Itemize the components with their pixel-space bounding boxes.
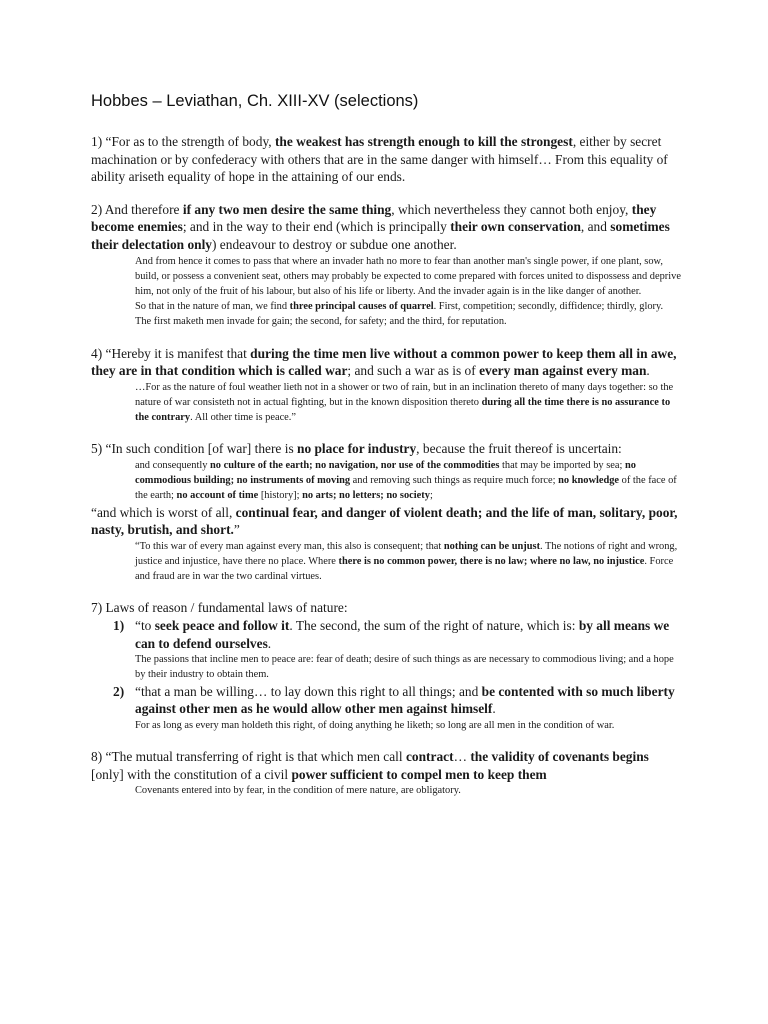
section-8-quote: Covenants entered into by fear, in the condition of mere nature, are obligatory. (135, 785, 461, 797)
section-2-quote-1: And from hence it comes to pass that where an invader hath no more to fear than another man's single power, if one plant, sow, build, or possess a convenient seat, others may probably be expected to come prepared with forces united to dispossess and deprive him, not only of the fruit of his labour, but also of his life or liberty. And the invader again is in the like danger of another. (135, 255, 681, 297)
law-1-number: 1) (113, 617, 125, 633)
law-2-quote: For as long as every man holdeth this right, of doing anything he liketh; so long are all men in the condition of war. (135, 719, 615, 731)
law-2-text: “that a man be willing… to lay down this right to all things; and be contented with so much liberty against other men as he would allow other men against himself. (135, 683, 675, 717)
law-1-text: “to seek peace and follow it. The second, the sum of the right of nature, which is: by all means we can to defend ourselves. (135, 617, 670, 651)
section-1: 1) “For as to the strength of body, the weakest has strength enough to kill the strongest, either by secret machination or by confederacy with others that are in the same danger with himself… From this equality of ability ariseth equality of hope in the attaining of our ends. (91, 134, 668, 185)
document-title: Hobbes – Leviathan, Ch. XIII-XV (selections) (91, 92, 419, 110)
section-8: 8) “The mutual transferring of right is that which men call contract… the validity of covenants begins [only] with the constitution of a civil power sufficient to compel men to keep them (91, 748, 649, 782)
section-5-quote-1: and consequently no culture of the earth; no navigation, nor use of the commodities that may be imported by sea; no commodious building; no instruments of moving and removing such things as require much force; no knowledge of the face of the earth; no account of time [history]; no arts; no letters; no society; (135, 459, 677, 502)
law-1 (91, 617, 681, 683)
section-2-quote-2: So that in the nature of man, we find three principal causes of quarrel. First, competition; secondly, diffidence; thirdly, glory. (135, 301, 664, 313)
section-5: 5) “In such condition [of war] there is no place for industry, because the fruit thereof is uncertain: (91, 441, 622, 457)
section-2: 2) And therefore if any two men desire the same thing, which nevertheless they cannot both enjoy, they become enemies; and in the way to their end (which is principally their own conservation, and sometimes their delectation only) endeavour to destroy or subdue one another. (91, 201, 670, 252)
section-4-quote: …For as the nature of foul weather lieth not in a shower or two of rain, but in an inclination thereto of many days together: so the nature of war consisteth not in actual fighting, but in the known disposition thereto during all the time there is no assurance to the contrary. All other time is peace.” (135, 381, 674, 424)
section-5-quote-2: “To this war of every man against every man, this also is consequent; that nothing can be unjust. The notions of right and wrong, justice and injustice, have there no place. Where there is no common power, there is no law; where no law, no injustice. Force and fraud are in war the two cardinal virtues. (135, 540, 678, 583)
law-1-quote: The passions that incline men to peace are: fear of death; desire of such things as are necessary to commodious living; and a hope by their industry to obtain them. (135, 654, 674, 681)
section-4: 4) “Hereby it is manifest that during the time men live without a common power to keep them all in awe, they are in that condition which is called war; and such a war as is of every man against every man. (91, 345, 677, 379)
section-7: 7) Laws of reason / fundamental laws of nature: (91, 600, 348, 616)
section-2-quote-3: The first maketh men invade for gain; the second, for safety; and the third, for reputation. (135, 316, 507, 328)
section-5-worst: “and which is worst of all, continual fear, and danger of violent death; and the life of man, solitary, poor, nasty, brutish, and short.” (91, 504, 678, 538)
document (91, 90, 681, 798)
law-2 (91, 683, 681, 733)
law-2-number: 2) (113, 683, 125, 699)
